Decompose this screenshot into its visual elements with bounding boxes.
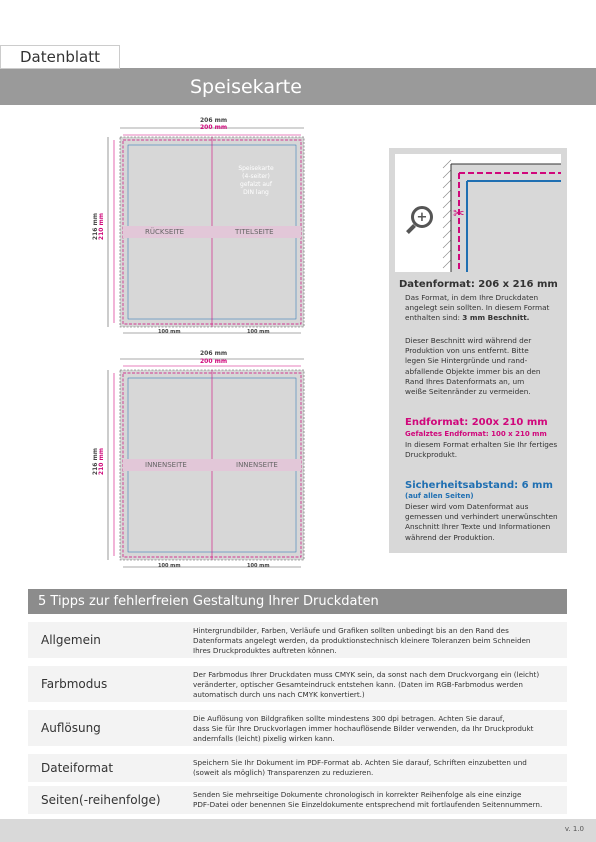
datenformat-title: Datenformat: 206 x 216 mm xyxy=(399,279,558,290)
tip-row xyxy=(28,754,567,782)
panel-label-left: INNENSEITE xyxy=(145,461,187,469)
tips-heading: 5 Tipps zur fehlerfreien Gestaltung Ihrer Druckdaten xyxy=(28,589,567,614)
endformat-title: Endformat: 200x 210 mm xyxy=(405,417,548,428)
half-left: 100 mm xyxy=(158,329,181,335)
beschnitt-line: Produktion von uns entfernt. Bitte xyxy=(405,346,529,356)
zoom-illustration xyxy=(395,154,561,272)
height-inner: 210 mm xyxy=(98,212,106,241)
endformat-line: Druckprodukt. xyxy=(405,450,458,460)
datenformat-bold: 3 mm Beschnitt. xyxy=(462,313,530,323)
datenformat-text xyxy=(405,293,549,324)
height-outer: 216 mm xyxy=(92,212,100,241)
endformat-line: In diesem Format erhalten Sie Ihr fertiges xyxy=(405,440,558,449)
tip-row xyxy=(28,710,567,746)
tip-label: Allgemein xyxy=(41,633,101,647)
tip-label: Seiten(-reihenfolge) xyxy=(41,793,161,807)
diagram-bottom-guides xyxy=(100,350,315,580)
tip-label: Farbmodus xyxy=(41,677,108,691)
beschnitt-line: legen Sie Hintergründe und rand- xyxy=(405,356,528,366)
half-right: 100 mm xyxy=(247,563,270,569)
tip-line: Der Farbmodus Ihrer Druckdaten muss CMYK sein, da sonst nach dem Druckvorgang ein (leicht) xyxy=(193,670,540,679)
half-left: 100 mm xyxy=(158,563,181,569)
zoom-icon: + xyxy=(411,206,433,228)
tip-line: Speichern Sie Ihr Dokument im PDF-Format ab. Achten Sie darauf, Schriften einzubetten und xyxy=(193,758,527,767)
datenformat-line: angelegt sein sollten. In diesem Format xyxy=(405,303,550,313)
sicherheit-line: gemessen und verhindert unerwünschten xyxy=(405,512,558,522)
sicherheit-sub: (auf allen Seiten) xyxy=(405,492,474,500)
datenformat-text-3: enthalten sind: xyxy=(405,313,463,323)
width-inner: 200 mm xyxy=(200,124,228,131)
tip-line: Die Auflösung von Bildgrafiken sollte mindestens 300 dpi betragen. Achten Sie darauf, xyxy=(193,714,505,723)
diagram-top-guides xyxy=(100,115,315,340)
width-outer: 206 mm xyxy=(200,350,228,357)
half-right: 100 mm xyxy=(247,329,270,335)
sicherheit-line: während der Produktion. xyxy=(405,532,495,542)
panel-label-right: TITELSEITE xyxy=(235,228,274,236)
footer xyxy=(0,819,596,842)
sicherheit-line: Dieser wird vom Datenformat aus xyxy=(405,502,529,511)
tab-label: Datenblatt xyxy=(19,48,100,66)
tip-row xyxy=(28,622,567,658)
beschnitt-line: Dieser Beschnitt wird während der xyxy=(405,336,532,345)
tip-line: automatisch durch uns nach CMYK konvertiert.) xyxy=(193,690,365,699)
tip-row xyxy=(28,786,567,814)
datenformat-line xyxy=(405,313,549,323)
panel-label-right: INNENSEITE xyxy=(236,461,278,469)
version-label: v. 1.0 xyxy=(564,825,584,833)
endformat-text xyxy=(405,440,557,460)
panel-label-left: RÜCKSEITE xyxy=(145,228,185,236)
format-note: Speisekarte (4-seiter) gefalzt auf DIN lang xyxy=(238,165,274,196)
datenformat-line: Das Format, in dem Ihre Druckdaten xyxy=(405,293,539,302)
beschnitt-line: Rand Ihres Datenformats an, um xyxy=(405,376,525,386)
sicherheit-title: Sicherheitsabstand: 6 mm xyxy=(405,480,553,491)
sicherheit-line: Anschnitt Ihrer Texte und Informationen xyxy=(405,522,551,532)
tip-line: veränderter, optischer Gesamteindruck entstehen kann. (Daten im RGB-Farbmodus werden xyxy=(193,680,523,689)
tip-label: Dateiformat xyxy=(41,761,114,775)
tip-text xyxy=(193,790,561,810)
diagram-top xyxy=(92,115,315,340)
width-outer: 206 mm xyxy=(200,117,228,124)
tip-line: dass Sie für Ihre Druckvorlagen immer hochauflösende Bilder verwenden, da Ihr Druckprodukt xyxy=(193,724,534,733)
beschnitt-text xyxy=(405,336,541,397)
width-inner: 200 mm xyxy=(200,358,228,365)
height-outer: 216 mm xyxy=(92,447,100,476)
tip-line: Senden Sie mehrseitige Dokumente chronologisch in korrekter Reihenfolge als eine einzige xyxy=(193,790,522,799)
endformat-sub: Gefalztes Endformat: 100 x 210 mm xyxy=(405,430,547,438)
height-inner: 210 mm xyxy=(98,447,106,476)
scissors-icon: ✂ xyxy=(453,206,465,222)
tip-line: Hintergrundbilder, Farben, Verläufe und Grafiken sollten unbedingt bis an den Rand des xyxy=(193,626,509,635)
beschnitt-line: weiße Seitenränder zu vermeiden. xyxy=(405,387,531,397)
tip-line: (soweit als möglich) Transparenzen zu reduzieren. xyxy=(193,768,374,777)
tip-label: Auflösung xyxy=(41,721,101,735)
beschnitt-line: abfallende Objekte immer bis an den xyxy=(405,366,541,376)
tip-text xyxy=(193,626,561,656)
title-bar xyxy=(0,69,596,105)
info-panel xyxy=(389,148,567,553)
tip-line: Ihres Druckproduktes auftreten können. xyxy=(193,646,337,655)
tip-text xyxy=(193,714,561,744)
tip-line: Datenformats angelegt werden, da produktionstechnisch kleinere Toleranzen beim Schneiden xyxy=(193,636,531,645)
page-title: Speisekarte xyxy=(190,76,302,98)
tip-line: andernfalls (leicht) pixelig wirken kann. xyxy=(193,734,335,743)
tip-text xyxy=(193,670,561,700)
tip-line: PDF-Datei oder benennen Sie Einzeldokumente entsprechend mit fortlaufenden Seitennummern. xyxy=(193,800,543,809)
diagram-bottom xyxy=(92,350,315,580)
sicherheit-text xyxy=(405,502,558,543)
tab-datenblatt xyxy=(0,45,120,69)
tip-text xyxy=(193,758,561,778)
tip-row xyxy=(28,666,567,702)
